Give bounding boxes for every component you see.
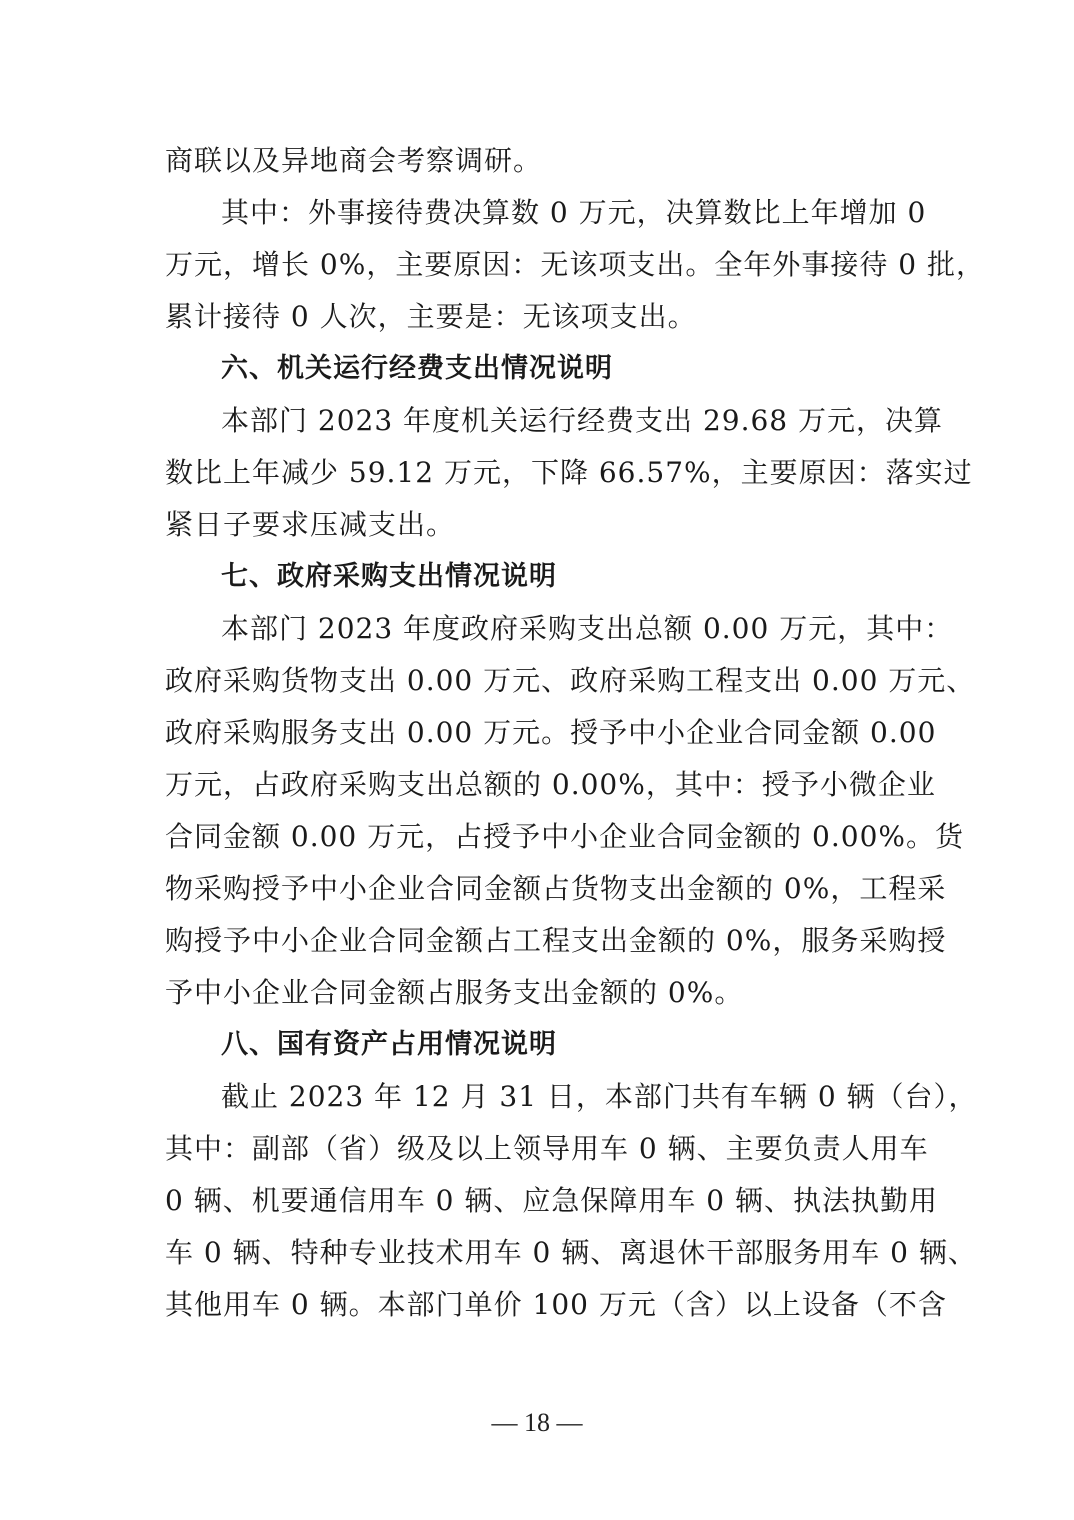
text-line: 政府采购货物支出 0.00 万元、政府采购工程支出 0.00 万元、 [165,664,976,697]
paragraph-start: 本部门 2023 年度机关运行经费支出 29.68 万元，决算 [221,404,944,437]
text-line: 其中：副部（省）级及以上领导用车 0 辆、主要负责人用车 [165,1132,929,1165]
text-line: 累计接待 0 人次，主要是：无该项支出。 [165,300,697,333]
text-line: 万元，增长 0%，主要原因：无该项支出。全年外事接待 0 批， [165,248,985,281]
text-line: 0 辆、机要通信用车 0 辆、应急保障用车 0 辆、执法执勤用 [165,1184,938,1217]
section-heading-6: 六、机关运行经费支出情况说明 [221,353,613,384]
section-heading-7: 七、政府采购支出情况说明 [221,561,557,592]
text-line: 合同金额 0.00 万元，占授予中小企业合同金额的 0.00%。货 [165,820,964,853]
text-line: 万元，占政府采购支出总额的 0.00%，其中：授予小微企业 [165,768,936,801]
text-line: 数比上年减少 59.12 万元，下降 66.57%，主要原因：落实过 [165,456,973,489]
text-line: 商联以及异地商会考察调研。 [165,144,543,177]
paragraph-start: 其中：外事接待费决算数 0 万元，决算数比上年增加 0 [221,196,927,229]
paragraph-start: 截止 2023 年 12 月 31 日，本部门共有车辆 0 辆（台）， [221,1080,978,1113]
text-line: 购授予中小企业合同金额占工程支出金额的 0%，服务采购授 [165,924,947,957]
text-line: 车 0 辆、特种专业技术用车 0 辆、离退休干部服务用车 0 辆、 [165,1236,977,1269]
page-number: — 18 — [491,1408,583,1437]
text-line: 政府采购服务支出 0.00 万元。授予中小企业合同金额 0.00 [165,716,937,749]
text-line: 紧日子要求压减支出。 [165,508,456,541]
text-line: 其他用车 0 辆。本部门单价 100 万元（含）以上设备（不含 [165,1288,947,1321]
section-heading-8: 八、国有资产占用情况说明 [221,1029,557,1060]
text-line: 予中小企业合同金额占服务支出金额的 0%。 [165,976,744,1009]
text-line: 物采购授予中小企业合同金额占货物支出金额的 0%，工程采 [165,872,947,905]
paragraph-start: 本部门 2023 年度政府采购支出总额 0.00 万元，其中： [221,612,954,645]
